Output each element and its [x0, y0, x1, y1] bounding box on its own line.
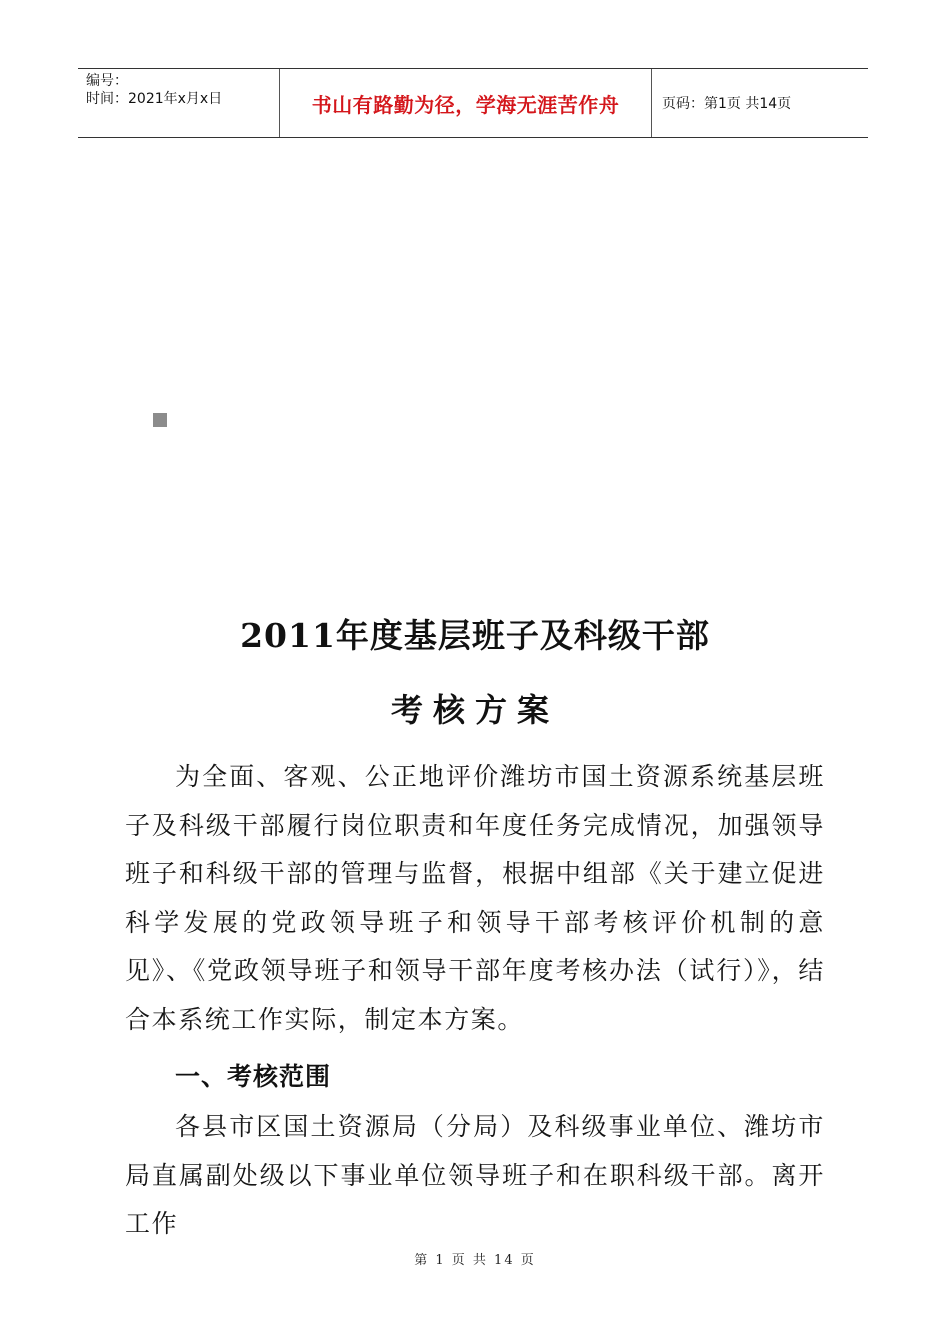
- body-paragraph-intro: 为全面、客观、公正地评价潍坊市国土资源系统基层班子及科级干部履行岗位职责和年度任务完成情况，加强领导班子和科级干部的管理与监督，根据中组部《关于建立促进科学发展的党政领导班子和领导干部考核评价机制的意见》、《党政领导班子和领导干部年度考核办法（试行）》，结合本系统工作实际，制定本方案。: [125, 762, 825, 1034]
- document-header: [78, 68, 868, 138]
- serial-number-label: 编号：: [86, 73, 128, 89]
- header-motto: 书山有路勤为径，学海无涯苦作舟: [280, 69, 652, 137]
- section-heading-scope: 一、考核范围: [175, 1062, 332, 1091]
- time-label: 时间：2021年x月x日: [86, 91, 223, 107]
- header-meta-cell: [78, 69, 280, 137]
- page-footer: 第 1 页 共 14 页: [414, 1253, 536, 1268]
- header-page-info: 页码：第1页 共14页: [662, 96, 792, 112]
- document-title: 2011年度基层班子及科级干部: [240, 616, 710, 655]
- body-paragraph-scope: 各县市区国土资源局（分局）及科级事业单位、潍坊市局直属副处级以下事业单位领导班子和在职科级干部。离开工作: [125, 1112, 825, 1238]
- bullet-square-icon: [153, 413, 167, 427]
- document-subtitle: 考核方案: [390, 691, 559, 729]
